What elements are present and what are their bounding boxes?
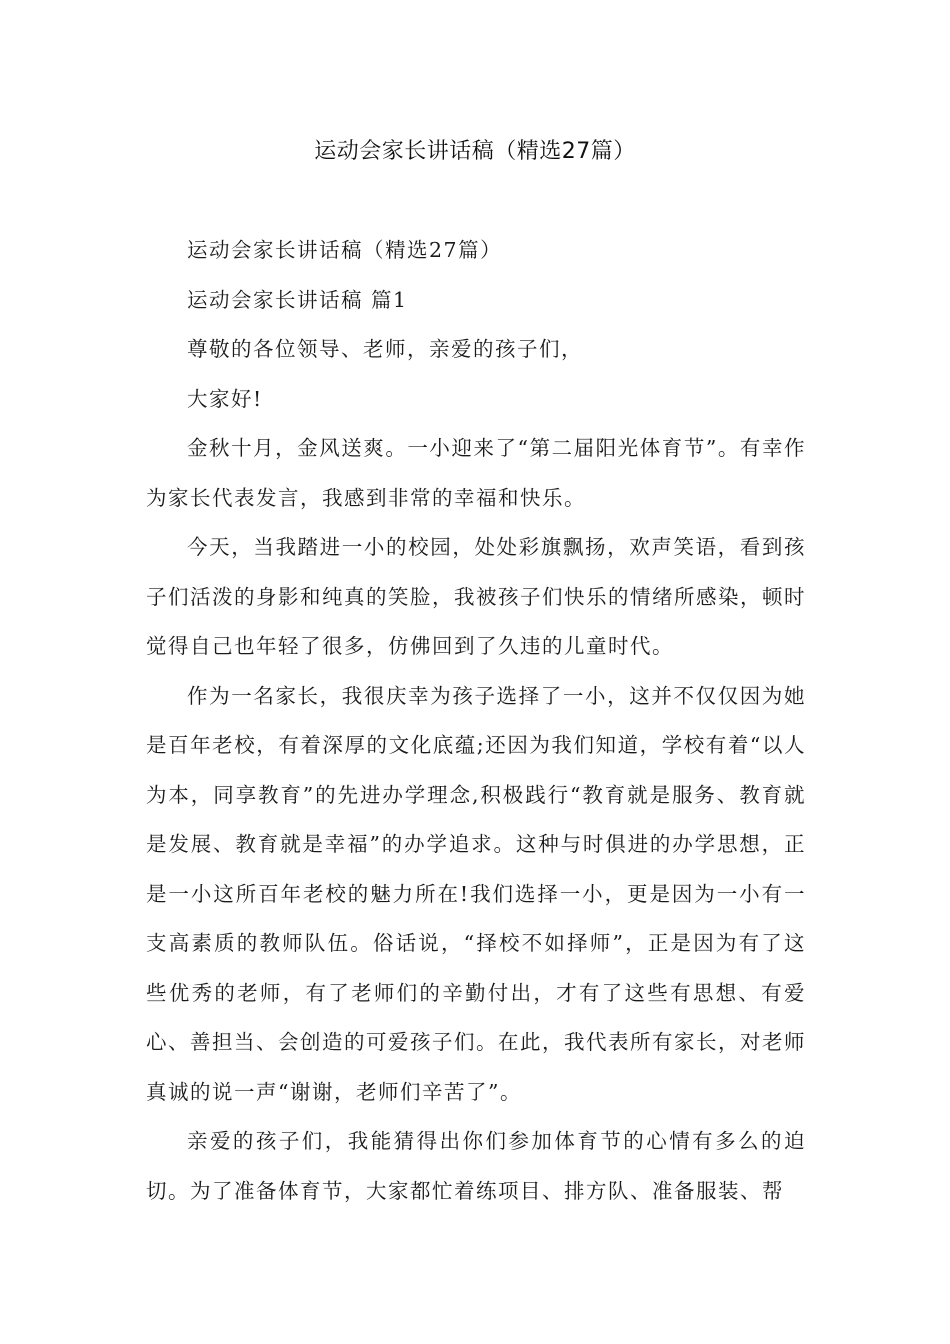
paragraph-salutation: 尊敬的各位领导、老师，亲爱的孩子们， — [187, 337, 583, 361]
paragraph-body: 金秋十月，金风送爽。一小迎来了“第二届阳光体育节”。有幸作为家长代表发言，我感到非常的幸福和快乐。 — [146, 436, 806, 510]
paragraph-body: 作为一名家长，我很庆幸为孩子选择了一小，这并不仅仅因为她是百年老校，有着深厚的文化底蕴;还因为我们知道，学校有着“以人为本，同享教育”的先进办学理念,积极践行“教育就是服务、教育就是发展、教育就是幸福”的办学追求。这种与时俱进的办学思想，正是一小这所百年老校的魅力所在!我们选择一小，更是因为一小有一支高素质的教师队伍。俗话说，“择校不如择师”，正是因为有了这些优秀的老师，有了老师们的辛勤付出，才有了这些有思想、有爱心、善担当、会创造的可爱孩子们。在此，我代表所有家长，对老师真诚的说一声“谢谢，老师们辛苦了”。 — [146, 683, 806, 1104]
document-title: 运动会家长讲话稿（精选27篇） — [314, 139, 636, 164]
paragraph-greeting: 大家好! — [187, 386, 263, 411]
paragraph-body: 今天，当我踏进一小的校园，处处彩旗飘扬，欢声笑语，看到孩子们活泼的身影和纯真的笑脸，我被孩子们快乐的情绪所感染，顿时觉得自己也年轻了很多，仿佛回到了久违的儿童时代。 — [146, 535, 806, 658]
paragraph-subtitle: 运动会家长讲话稿（精选27篇） — [187, 238, 503, 262]
paragraph-body: 亲爱的孩子们，我能猜得出你们参加体育节的心情有多么的迫切。为了准备体育节，大家都忙着练项目、排方队、准备服装、帮 — [146, 1129, 806, 1203]
document-body — [146, 226, 806, 1216]
paragraph-section-heading: 运动会家长讲话稿 篇1 — [187, 287, 408, 312]
